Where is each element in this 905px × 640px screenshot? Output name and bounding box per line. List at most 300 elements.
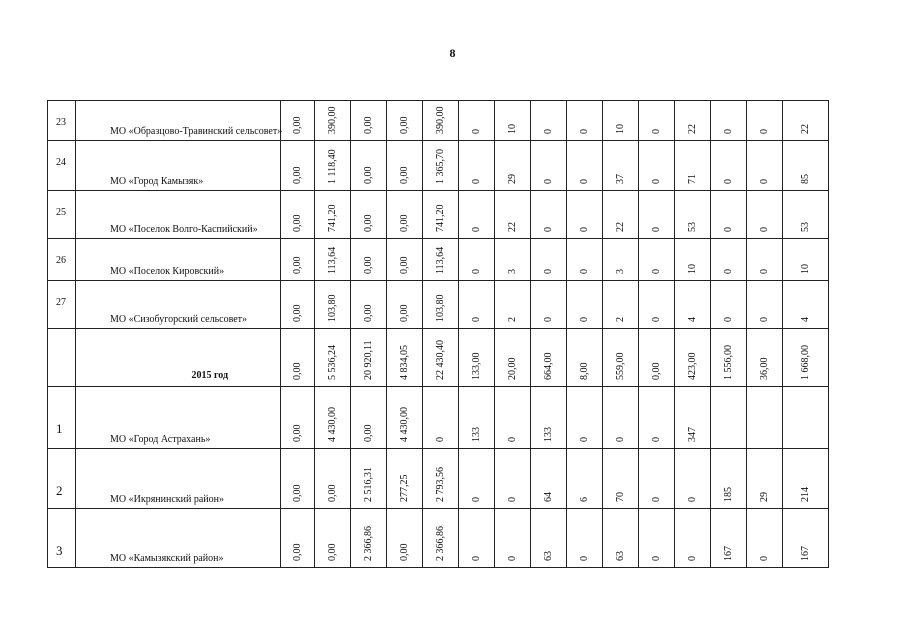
value-cell	[531, 509, 567, 568]
value-cell	[675, 101, 711, 141]
value-cell	[387, 239, 423, 281]
row-name: МО «Поселок Кировский»	[110, 266, 225, 277]
value-text: 0,00	[398, 214, 410, 232]
table-row	[48, 449, 829, 509]
value-cell	[351, 509, 387, 568]
value-cell	[459, 141, 495, 191]
table-row	[48, 191, 829, 239]
value-text: 6	[578, 497, 590, 502]
value-text: 0	[542, 179, 554, 184]
value-cell	[531, 101, 567, 141]
value-text: 0	[650, 269, 662, 274]
value-cell	[783, 387, 829, 449]
value-cell	[603, 239, 639, 281]
table-row	[48, 281, 829, 329]
value-text: 0	[650, 179, 662, 184]
value-text: 0,00	[362, 214, 374, 232]
value-cell	[387, 141, 423, 191]
value-cell	[387, 281, 423, 329]
value-cell	[495, 191, 531, 239]
value-text: 0	[650, 437, 662, 442]
value-cell	[531, 387, 567, 449]
value-text: 85	[799, 174, 811, 184]
row-number-cell	[48, 387, 76, 449]
value-text: 70	[614, 492, 626, 502]
value-cell	[281, 141, 315, 191]
value-cell	[281, 281, 315, 329]
value-text: 2 793,56	[434, 467, 446, 502]
value-text: 63	[614, 551, 626, 561]
value-cell	[315, 191, 351, 239]
value-text: 0	[758, 227, 770, 232]
value-text: 0	[542, 269, 554, 274]
value-text: 20 920,11	[362, 340, 374, 380]
value-text: 0,00	[398, 304, 410, 322]
value-text: 0,00	[291, 304, 303, 322]
row-name: МО «Сизобугорский сельсовет»	[110, 314, 248, 325]
table-row	[48, 329, 829, 387]
row-number-cell	[48, 141, 76, 191]
value-text: 0	[506, 437, 518, 442]
value-cell	[459, 239, 495, 281]
value-cell	[747, 329, 783, 387]
row-number: 24	[56, 157, 66, 168]
value-text: 0	[542, 317, 554, 322]
value-cell	[639, 281, 675, 329]
value-cell	[603, 449, 639, 509]
value-text: 10	[686, 264, 698, 274]
value-text: 113,64	[326, 246, 338, 274]
value-text: 0,00	[291, 116, 303, 134]
value-text: 0,00	[362, 166, 374, 184]
row-name: МО «Город Астрахань»	[110, 434, 211, 445]
value-text: 2 366,86	[362, 526, 374, 561]
value-cell	[387, 449, 423, 509]
value-text: 0	[578, 317, 590, 322]
value-text: 0,00	[291, 214, 303, 232]
value-cell	[747, 141, 783, 191]
value-text: 0	[470, 269, 482, 274]
value-cell	[603, 281, 639, 329]
value-cell	[747, 239, 783, 281]
value-text: 0	[542, 129, 554, 134]
row-number-cell	[48, 329, 76, 387]
value-text: 3	[614, 269, 626, 274]
value-cell	[531, 281, 567, 329]
value-text: 4	[799, 317, 811, 322]
value-cell	[603, 101, 639, 141]
row-number-cell	[48, 101, 76, 141]
value-text: 22	[614, 222, 626, 232]
table-row	[48, 239, 829, 281]
value-text: 4	[686, 317, 698, 322]
row-number: 26	[56, 255, 66, 266]
value-text: 8,00	[578, 362, 590, 380]
value-text: 0	[722, 269, 734, 274]
value-cell	[351, 329, 387, 387]
value-cell	[495, 509, 531, 568]
value-text: 10	[506, 124, 518, 134]
value-cell	[711, 449, 747, 509]
value-cell	[639, 141, 675, 191]
value-text: 423,00	[686, 352, 698, 380]
value-cell	[675, 191, 711, 239]
value-cell	[783, 101, 829, 141]
value-cell	[387, 191, 423, 239]
value-text: 0	[578, 269, 590, 274]
row-number-cell	[48, 281, 76, 329]
value-text: 53	[686, 222, 698, 232]
value-cell	[459, 281, 495, 329]
value-cell	[281, 191, 315, 239]
value-cell	[315, 387, 351, 449]
value-cell	[567, 281, 603, 329]
value-cell	[387, 509, 423, 568]
table-row	[48, 509, 829, 568]
value-text: 214	[799, 487, 811, 502]
value-cell	[675, 239, 711, 281]
row-name-cell	[76, 101, 281, 141]
value-text: 1 118,40	[326, 149, 338, 184]
value-text: 0	[722, 129, 734, 134]
value-cell	[711, 387, 747, 449]
value-text: 0	[578, 227, 590, 232]
row-name-cell	[76, 239, 281, 281]
value-cell	[603, 141, 639, 191]
row-number: 3	[56, 543, 63, 558]
value-text: 103,80	[326, 294, 338, 322]
value-cell	[567, 449, 603, 509]
value-cell	[783, 509, 829, 568]
value-text: 0,00	[291, 166, 303, 184]
value-text: 4 834,05	[398, 345, 410, 380]
value-cell	[567, 329, 603, 387]
value-text: 0	[506, 497, 518, 502]
value-cell	[783, 141, 829, 191]
value-cell	[315, 239, 351, 281]
row-number: 27	[56, 297, 66, 308]
value-cell	[567, 141, 603, 191]
value-cell	[315, 281, 351, 329]
value-cell	[281, 239, 315, 281]
page-number: 8	[449, 46, 456, 60]
value-cell	[747, 509, 783, 568]
value-text: 0	[470, 129, 482, 134]
value-cell	[567, 509, 603, 568]
value-cell	[495, 281, 531, 329]
value-text: 559,00	[614, 352, 626, 380]
value-text: 0	[470, 227, 482, 232]
value-cell	[567, 387, 603, 449]
value-cell	[351, 141, 387, 191]
value-text: 0	[614, 437, 626, 442]
value-text: 0,00	[650, 362, 662, 380]
value-cell	[351, 239, 387, 281]
value-cell	[603, 191, 639, 239]
value-text: 0,00	[398, 256, 410, 274]
row-name: 2015 год	[191, 370, 228, 381]
row-name-cell	[76, 329, 281, 387]
value-cell	[783, 329, 829, 387]
value-cell	[531, 449, 567, 509]
value-cell	[711, 509, 747, 568]
value-cell	[639, 387, 675, 449]
row-name-cell	[76, 449, 281, 509]
value-text: 0	[650, 556, 662, 561]
value-text: 0	[686, 556, 698, 561]
value-cell	[783, 281, 829, 329]
value-text: 10	[614, 124, 626, 134]
value-text: 0	[578, 556, 590, 561]
value-text: 347	[686, 427, 698, 442]
value-text: 29	[758, 492, 770, 502]
value-cell	[423, 509, 459, 568]
value-cell	[711, 281, 747, 329]
table-row	[48, 387, 829, 449]
value-cell	[675, 509, 711, 568]
row-name: МО «Образцово-Травинский сельсовет»	[110, 126, 283, 137]
value-cell	[639, 191, 675, 239]
value-text: 0	[722, 227, 734, 232]
value-text: 1 668,00	[799, 345, 811, 380]
value-text: 133	[542, 427, 554, 442]
value-cell	[603, 509, 639, 568]
value-text: 0	[578, 179, 590, 184]
value-cell	[281, 329, 315, 387]
value-cell	[281, 449, 315, 509]
row-name: МО «Камызякский район»	[110, 553, 224, 564]
value-cell	[459, 101, 495, 141]
value-text: 0	[470, 179, 482, 184]
row-number-cell	[48, 509, 76, 568]
value-cell	[747, 191, 783, 239]
value-cell	[747, 387, 783, 449]
value-cell	[639, 239, 675, 281]
value-cell	[459, 449, 495, 509]
value-cell	[351, 191, 387, 239]
value-cell	[315, 141, 351, 191]
value-text: 0	[578, 129, 590, 134]
value-text: 741,20	[434, 204, 446, 232]
value-text: 0,00	[362, 304, 374, 322]
value-cell	[495, 387, 531, 449]
value-cell	[315, 101, 351, 141]
value-cell	[281, 509, 315, 568]
value-text: 0,00	[362, 424, 374, 442]
value-cell	[423, 101, 459, 141]
value-cell	[675, 281, 711, 329]
value-text: 0,00	[362, 116, 374, 134]
value-cell	[351, 281, 387, 329]
value-text: 1 556,00	[722, 345, 734, 380]
value-text: 185	[722, 487, 734, 502]
value-cell	[639, 101, 675, 141]
row-name-cell	[76, 191, 281, 239]
value-cell	[281, 387, 315, 449]
value-cell	[711, 239, 747, 281]
value-text: 2 366,86	[434, 526, 446, 561]
value-cell	[711, 101, 747, 141]
value-cell	[747, 449, 783, 509]
value-text: 0	[758, 179, 770, 184]
row-name-cell	[76, 387, 281, 449]
value-cell	[639, 329, 675, 387]
value-cell	[747, 281, 783, 329]
value-text: 0	[470, 317, 482, 322]
value-text: 167	[799, 546, 811, 561]
value-cell	[531, 329, 567, 387]
value-cell	[423, 191, 459, 239]
row-name-cell	[76, 141, 281, 191]
value-cell	[459, 191, 495, 239]
value-cell	[351, 449, 387, 509]
value-cell	[281, 101, 315, 141]
row-name: МО «Поселок Волго-Каспийский»	[110, 224, 258, 235]
value-cell	[459, 387, 495, 449]
row-number: 2	[56, 483, 63, 498]
row-name-cell	[76, 281, 281, 329]
value-text: 2 516,31	[362, 467, 374, 502]
value-text: 0,00	[291, 484, 303, 502]
value-cell	[531, 191, 567, 239]
row-name: МО «Город Камызяк»	[110, 176, 204, 187]
value-text: 0	[758, 269, 770, 274]
value-cell	[675, 387, 711, 449]
value-cell	[711, 141, 747, 191]
table-row	[48, 141, 829, 191]
value-cell	[423, 387, 459, 449]
value-text: 0	[758, 556, 770, 561]
value-text: 2	[614, 317, 626, 322]
value-cell	[531, 239, 567, 281]
value-text: 0	[470, 497, 482, 502]
value-text: 0,00	[326, 543, 338, 561]
data-table	[47, 100, 829, 568]
value-cell	[351, 387, 387, 449]
value-cell	[603, 329, 639, 387]
value-text: 5 536,24	[326, 345, 338, 380]
value-cell	[423, 281, 459, 329]
value-text: 22	[506, 222, 518, 232]
value-cell	[783, 239, 829, 281]
value-text: 0,00	[291, 424, 303, 442]
value-cell	[387, 101, 423, 141]
value-text: 741,20	[326, 204, 338, 232]
value-text: 0	[650, 227, 662, 232]
value-cell	[495, 449, 531, 509]
value-text: 0,00	[326, 484, 338, 502]
value-cell	[387, 329, 423, 387]
value-text: 0	[650, 129, 662, 134]
value-cell	[711, 191, 747, 239]
value-text: 53	[799, 222, 811, 232]
value-cell	[459, 329, 495, 387]
value-text: 0,00	[291, 362, 303, 380]
value-text: 22 430,40	[434, 340, 446, 380]
value-text: 0,00	[398, 543, 410, 561]
value-text: 0	[542, 227, 554, 232]
value-cell	[639, 449, 675, 509]
value-text: 22	[686, 124, 698, 134]
value-cell	[603, 387, 639, 449]
value-cell	[351, 101, 387, 141]
value-text: 36,00	[758, 357, 770, 380]
value-cell	[495, 141, 531, 191]
value-cell	[423, 329, 459, 387]
value-text: 22	[799, 124, 811, 134]
value-text: 71	[686, 174, 698, 184]
value-text: 0	[650, 497, 662, 502]
value-cell	[495, 329, 531, 387]
value-cell	[675, 329, 711, 387]
value-text: 20,00	[506, 357, 518, 380]
value-cell	[423, 239, 459, 281]
value-text: 0	[686, 497, 698, 502]
value-text: 113,64	[434, 246, 446, 274]
value-cell	[567, 191, 603, 239]
value-text: 0	[650, 317, 662, 322]
value-text: 133,00	[470, 352, 482, 380]
row-name-cell	[76, 509, 281, 568]
value-cell	[567, 101, 603, 141]
value-text: 29	[506, 174, 518, 184]
value-text: 133	[470, 427, 482, 442]
value-text: 103,80	[434, 294, 446, 322]
value-cell	[783, 191, 829, 239]
value-cell	[315, 449, 351, 509]
value-text: 0	[722, 179, 734, 184]
value-text: 0	[758, 317, 770, 322]
value-text: 37	[614, 174, 626, 184]
row-number: 25	[56, 207, 66, 218]
value-cell	[315, 329, 351, 387]
value-cell	[711, 329, 747, 387]
value-cell	[495, 101, 531, 141]
value-cell	[567, 239, 603, 281]
row-number-cell	[48, 239, 76, 281]
value-text: 390,00	[326, 106, 338, 134]
value-text: 64	[542, 492, 554, 502]
value-text: 4 430,00	[398, 407, 410, 442]
value-text: 63	[542, 551, 554, 561]
value-cell	[423, 141, 459, 191]
value-text: 2	[506, 317, 518, 322]
value-text: 277,25	[398, 474, 410, 502]
value-cell	[675, 141, 711, 191]
value-text: 1 365,70	[434, 149, 446, 184]
value-text: 0	[470, 556, 482, 561]
value-cell	[315, 509, 351, 568]
value-cell	[423, 449, 459, 509]
value-text: 10	[799, 264, 811, 274]
value-cell	[639, 509, 675, 568]
row-name: МО «Икрянинский район»	[110, 494, 224, 505]
value-cell	[495, 239, 531, 281]
value-text: 0	[506, 556, 518, 561]
table-row	[48, 101, 829, 141]
value-text: 0,00	[291, 543, 303, 561]
value-cell	[783, 449, 829, 509]
row-number-cell	[48, 191, 76, 239]
value-cell	[459, 509, 495, 568]
value-text: 0	[758, 129, 770, 134]
value-text: 0	[434, 437, 446, 442]
value-text: 0,00	[362, 256, 374, 274]
value-text: 664,00	[542, 352, 554, 380]
value-cell	[387, 387, 423, 449]
value-cell	[747, 101, 783, 141]
value-text: 0	[722, 317, 734, 322]
